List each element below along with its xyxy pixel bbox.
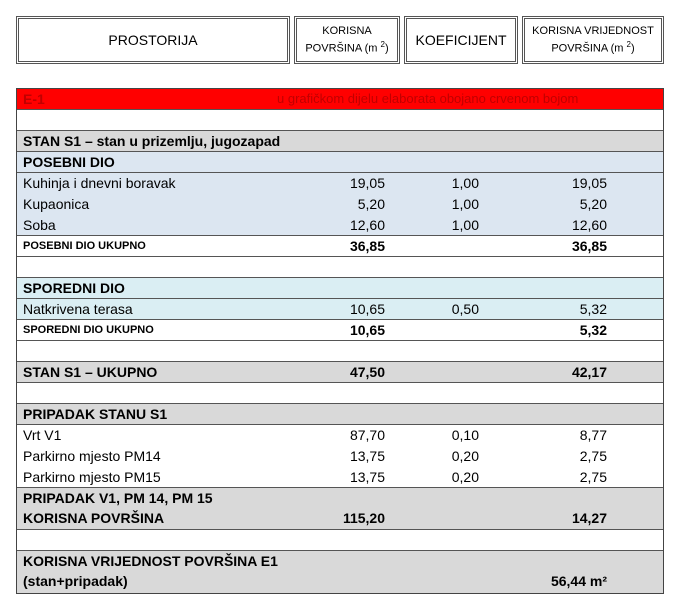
sporedni-title-row: SPOREDNI DIO [17,278,663,299]
header-korisna-vrijednost: KORISNA VRIJEDNOST POVRŠINA (m $^2$) [522,16,664,64]
stan-total-row: STAN S1 – UKUPNO 47,50 42,17 [17,362,663,383]
pripadak-title-row: PRIPADAK STANU S1 [17,404,663,425]
table-row: Soba 12,60 1,00 12,60 [17,215,663,236]
spacer-row [17,257,663,278]
e1-row [17,89,663,110]
header-korisna-povrsina: KORISNA POVRŠINA (m $^2$) [294,16,400,64]
spacer-row [17,383,663,404]
final-total-row: KORISNA VRIJEDNOST POVRŠINA E1 (stan+pripadak) 56,44 m² [17,551,663,593]
table-row: Kupaonica 5,20 1,00 5,20 [17,194,663,215]
posebni-total-row: POSEBNI DIO UKUPNO 36,85 36,85 [17,236,663,257]
table-row: Parkirno mjesto PM14 13,75 0,20 2,75 [17,446,663,467]
area-table [16,88,664,594]
table-row: Kuhinja i dnevni boravak 19,05 1,00 19,05 [17,173,663,194]
spacer-row [17,530,663,551]
e1-note: u grafičkom dijelu elaborata obojano crvenom bojom [277,91,579,106]
sporedni-total-row: SPOREDNI DIO UKUPNO 10,65 5,32 [17,320,663,341]
spacer-row [17,110,663,131]
table-row: Natkrivena terasa 10,65 0,50 5,32 [17,299,663,320]
pripadak-total-row: PRIPADAK V1, PM 14, PM 15 KORISNA POVRŠINA 115,20 14,27 [17,488,663,530]
e1-label: E-1 [23,91,45,107]
spacer-row [17,341,663,362]
header-koeficijent: KOEFICIJENT [404,16,518,64]
header-prostorija: PROSTORIJA [16,16,290,64]
table-row: Parkirno mjesto PM15 13,75 0,20 2,75 [17,467,663,488]
stan-title-row: STAN S1 – stan u prizemlju, jugozapad [17,131,663,152]
posebni-title-row: POSEBNI DIO [17,152,663,173]
table-row: Vrt V1 87,70 0,10 8,77 [17,425,663,446]
